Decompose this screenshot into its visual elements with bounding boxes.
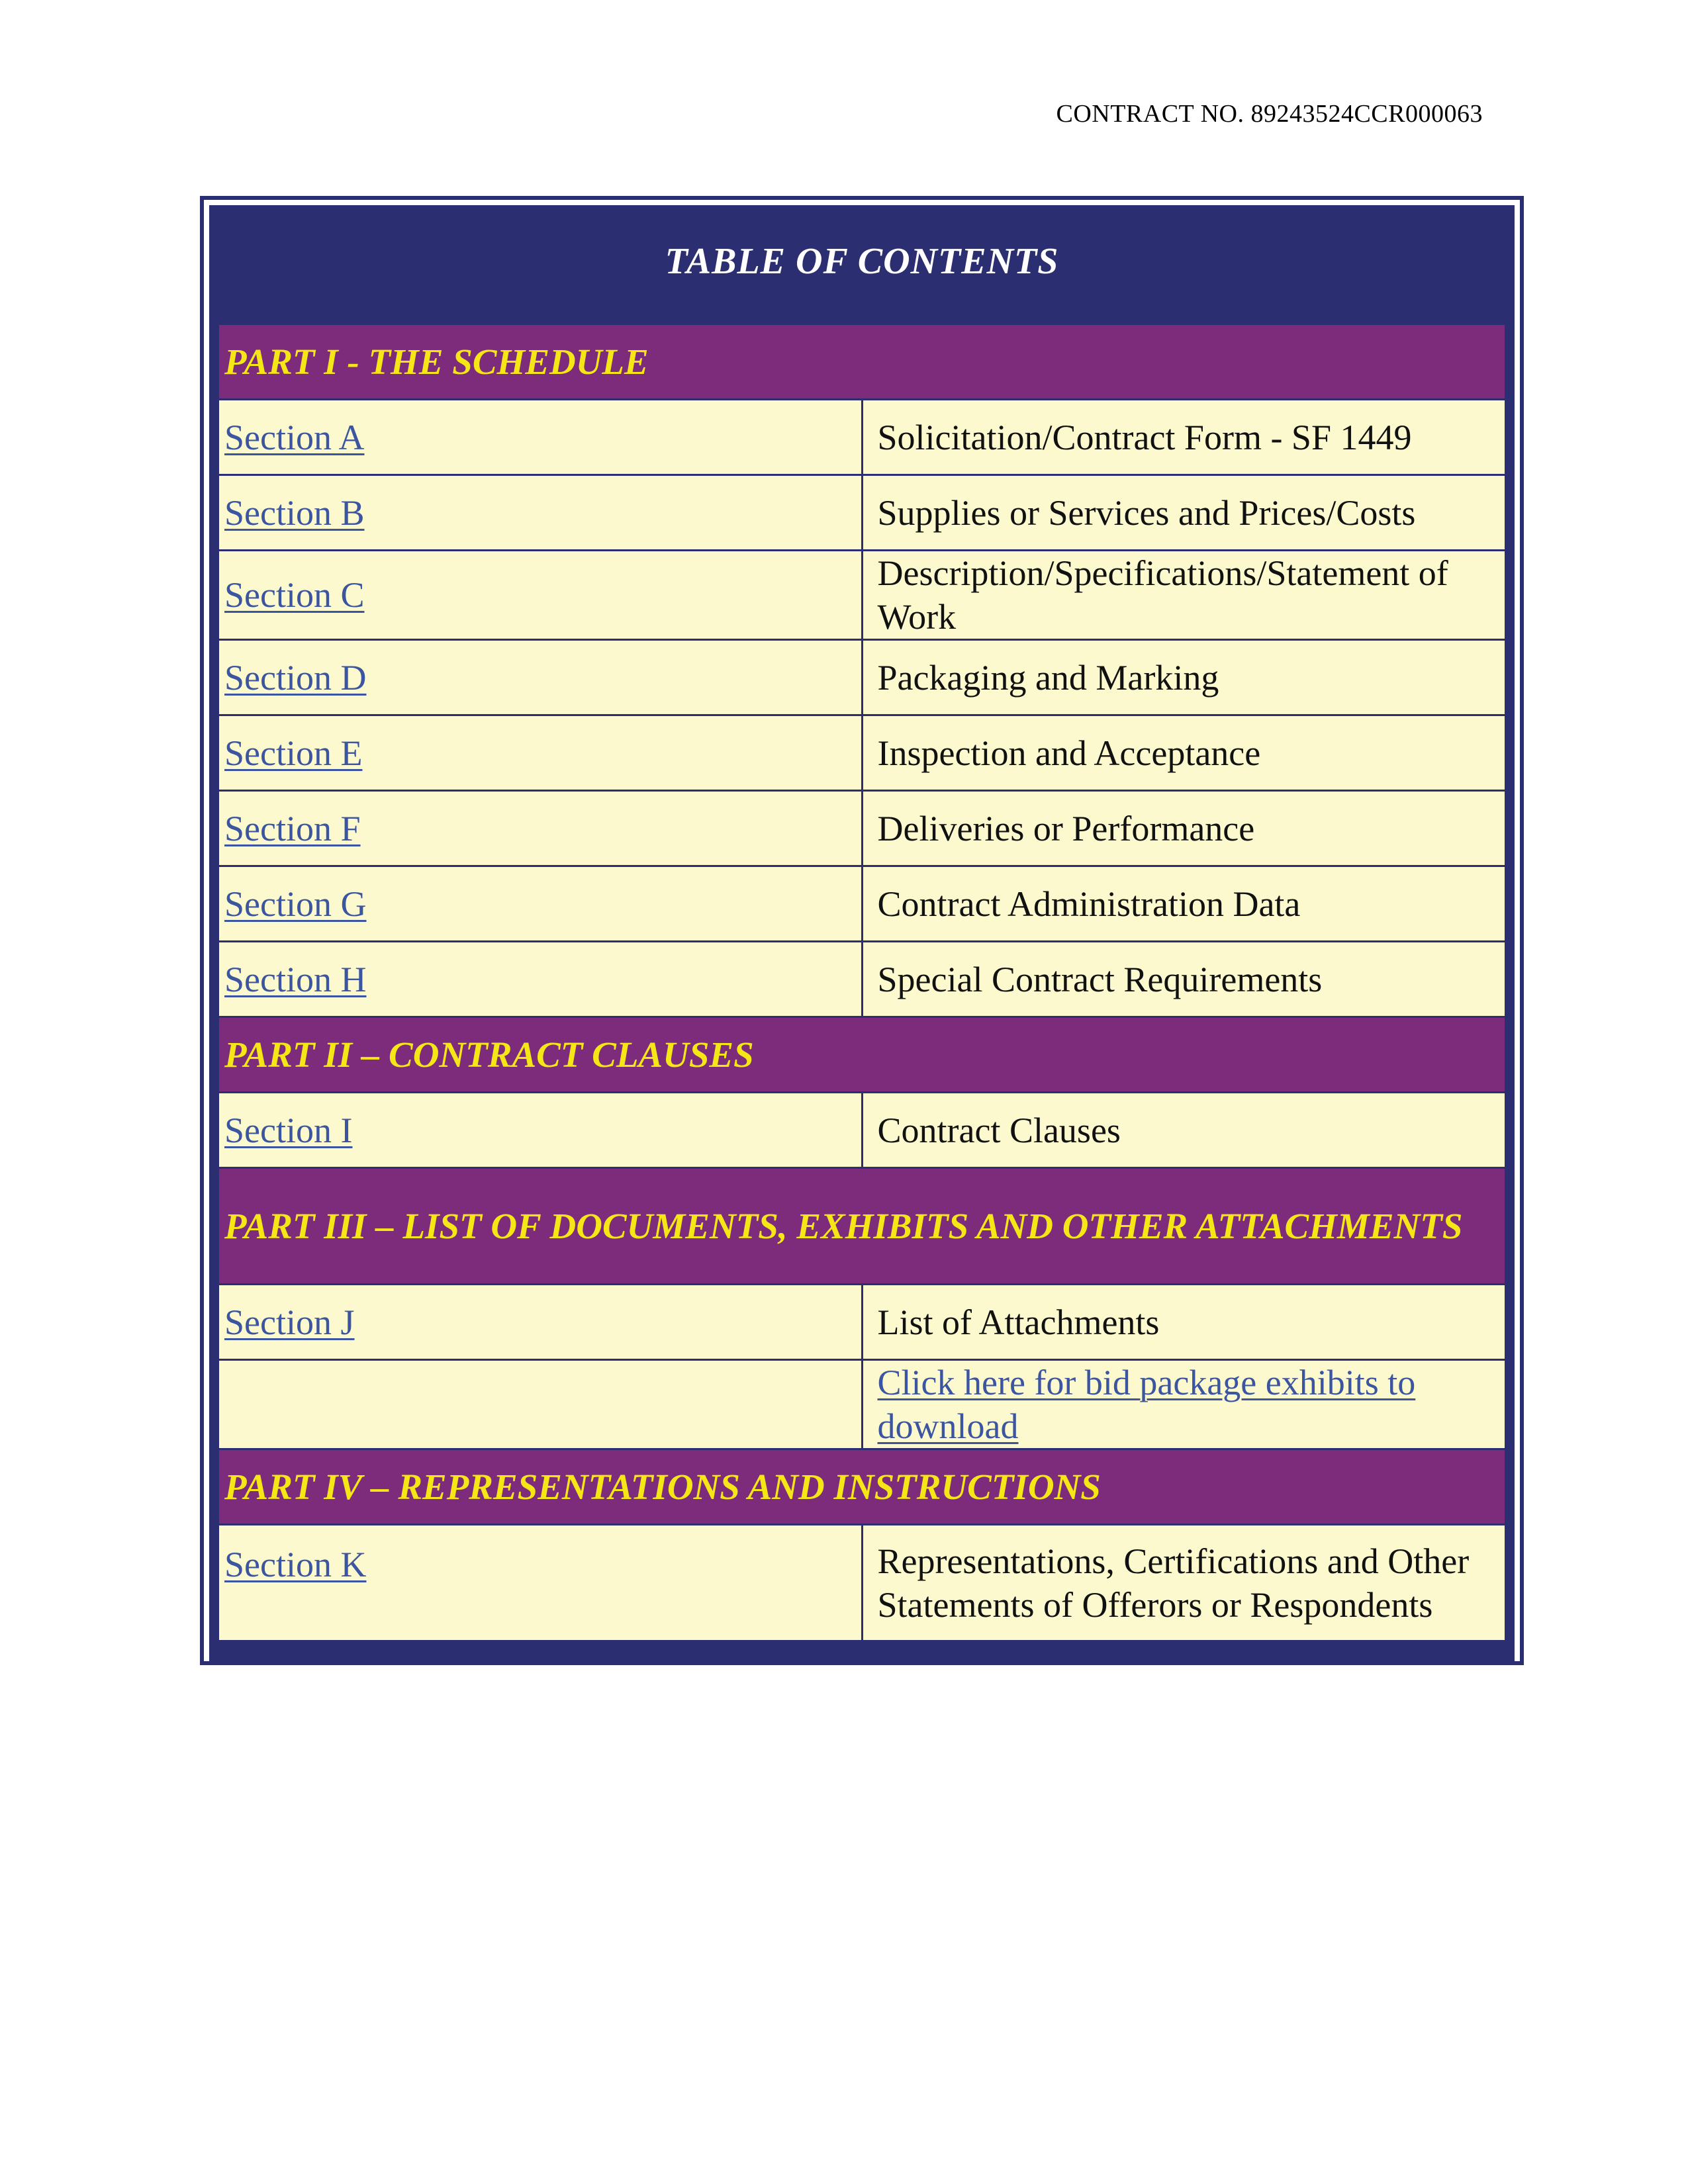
part-label: PART I - THE SCHEDULE [218,324,1506,400]
table-row [218,1093,1506,1168]
part-label: PART III – LIST OF DOCUMENTS, EXHIBITS AND OTHER ATTACHMENTS [218,1168,1506,1285]
table-row [218,791,1506,866]
part-label: PART II – CONTRACT CLAUSES [218,1017,1506,1093]
part-header-3 [218,1168,1506,1285]
table-row [218,1285,1506,1360]
section-b-link[interactable]: Section B [224,492,365,533]
section-j-link[interactable]: Section J [224,1302,355,1342]
part-header-4 [218,1449,1506,1525]
table-row [218,475,1506,551]
contract-number: CONTRACT NO. 89243524CCR000063 [1056,100,1483,128]
section-a-link[interactable]: Section A [224,417,365,457]
toc-table [217,323,1507,1642]
section-description: Deliveries or Performance [862,791,1506,866]
section-description: Representations, Certifications and Other Statements of Offerors or Respondents [862,1525,1506,1641]
part-header-2 [218,1017,1506,1093]
empty-cell [218,1360,863,1449]
section-c-link[interactable]: Section C [224,575,365,615]
table-row [218,551,1506,640]
toc-title: TABLE OF CONTENTS [665,241,1059,282]
part-header-1 [218,324,1506,400]
section-description: Contract Clauses [862,1093,1506,1168]
table-row [218,866,1506,942]
section-description: Packaging and Marking [862,640,1506,715]
table-row [218,400,1506,475]
section-description: Special Contract Requirements [862,942,1506,1017]
section-description: Inspection and Acceptance [862,715,1506,791]
table-of-contents [200,196,1524,1665]
section-h-link[interactable]: Section H [224,959,367,999]
section-k-link[interactable]: Section K [224,1545,367,1584]
section-description: Contract Administration Data [862,866,1506,942]
bid-package-download-link[interactable]: Click here for bid package exhibits to download [877,1363,1416,1446]
table-row [218,1360,1506,1449]
section-e-link[interactable]: Section E [224,733,363,773]
table-row [218,1525,1506,1641]
table-row [218,715,1506,791]
section-description: Description/Specifications/Statement of Work [862,551,1506,640]
section-description: List of Attachments [862,1285,1506,1360]
section-i-link[interactable]: Section I [224,1110,353,1150]
table-row [218,942,1506,1017]
section-description: Supplies or Services and Prices/Costs [862,475,1506,551]
section-description: Solicitation/Contract Form - SF 1449 [862,400,1506,475]
toc-inner-frame [209,205,1515,1661]
section-f-link[interactable]: Section F [224,808,361,848]
table-row [218,640,1506,715]
section-g-link[interactable]: Section G [224,884,367,924]
part-label: PART IV – REPRESENTATIONS AND INSTRUCTIONS [218,1449,1506,1525]
section-d-link[interactable]: Section D [224,657,367,698]
